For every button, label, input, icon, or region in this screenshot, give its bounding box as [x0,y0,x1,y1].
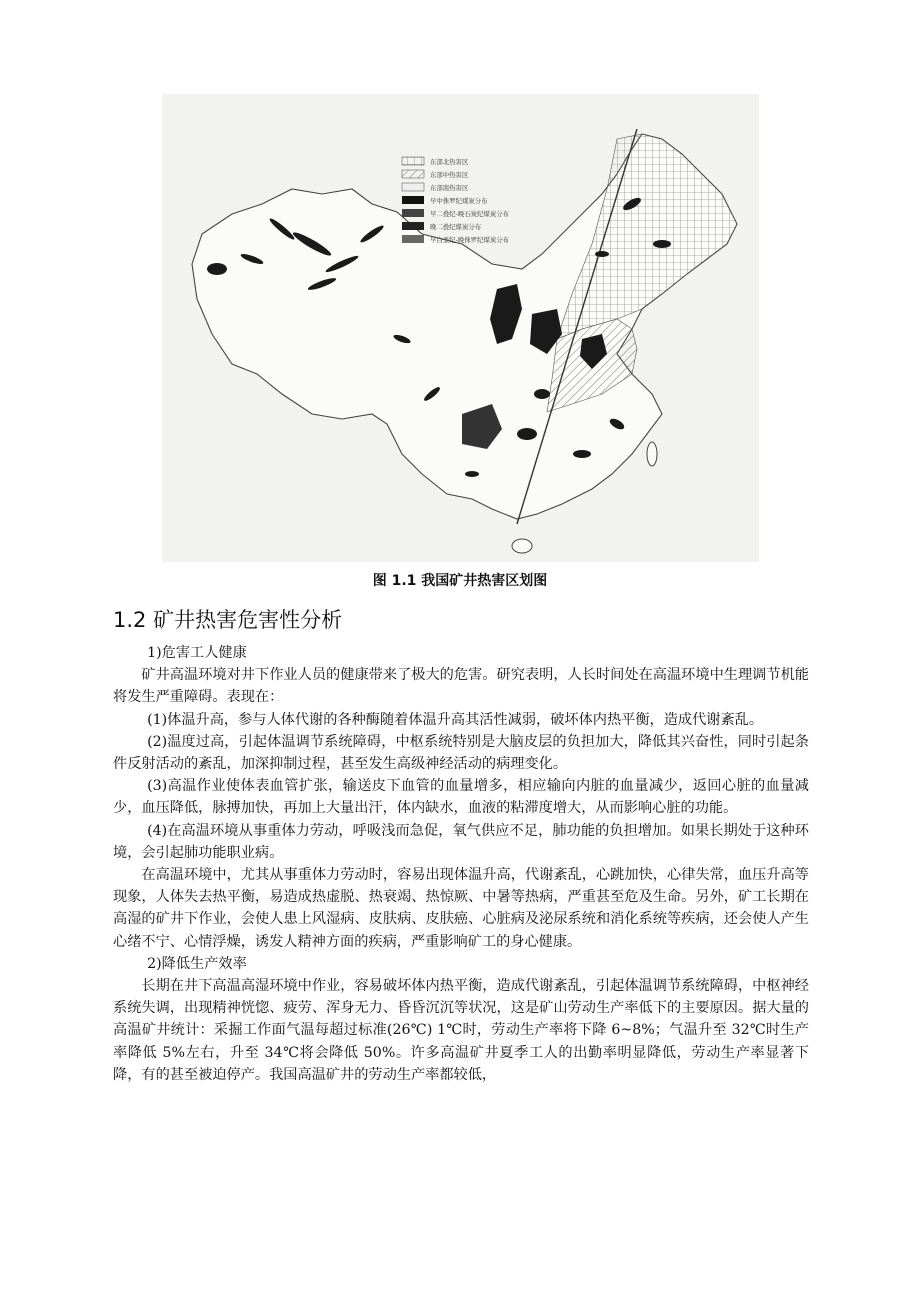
paragraph: (4)在高温环境从事重体力劳动，呼吸浅而急促，氧气供应不足，肺功能的负担增加。如果长期处于这种环境，会引起肺功能职业病。 [113,822,809,861]
legend-item: 东部中热害区 [430,171,469,179]
legend-item: 东部北热害区 [430,158,469,166]
body-text [113,642,809,1086]
paragraph: 矿井高温环境对井下作业人员的健康带来了极大的危害。研究表明，人长时间处在高温环境中生理调节机能将发生严重障碍。表现在： [113,667,809,706]
figure-caption: 图 1.1 我国矿井热害区划图 [372,573,548,589]
legend-item: 东部南热害区 [430,184,469,192]
paragraph: 在高温环境中，尤其从事重体力劳动时，容易出现体温升高，代谢紊乱，心跳加快，心律失常，血压升高等现象，人体失去热平衡，易造成热虚脱、热衰竭、热惊厥、中暑等热病，严重甚至危及生命。另外，矿工长期在高湿的矿井下作业，会使人患上风湿病、皮肤病、皮肤癌、心脏病及泌尿系统和消化系统等疾病，还会使人产生心绪不宁、心情浮燥，诱发人精神方面的疾病，严重影响矿工的身心健康。 [113,867,809,950]
china-map [162,94,759,562]
subsection-heading: 2)降低生产效率 [147,955,247,972]
legend-item: 晚二叠纪煤炭分布 [430,223,482,231]
paragraph: (2)温度过高，引起体温调节系统障碍，中枢系统特别是大脑皮层的负担加大，降低其兴奋性，同时引起条件反射活动的紊乱，加深抑制过程，甚至发生高级神经活动的病理变化。 [113,733,809,773]
paragraph: (1)体温升高，参与人体代谢的各种酶随着体温升高其活性减弱，破坏体内热平衡，造成代谢紊乱。 [147,711,764,728]
subsection-heading: 1)危害工人健康 [147,645,247,661]
taiwan-island [647,442,657,466]
legend-item: 早中侏罗纪煤炭分布 [430,197,488,205]
paragraph: (3)高温作业使体表血管扩张，输送皮下血管的血量增多，相应输向内脏的血量减少，返回心脏的血量减少，血压降低，脉搏加快，再加上大量出汗，体内缺水，血液的粘滞度增大，从而影响心脏的功能。 [113,778,809,817]
paragraph: 长期在井下高温高湿环境中作业，容易破坏体内热平衡，造成代谢紊乱，引起体温调节系统障碍，中枢神经系统失调，出现精神恍惚、疲劳、浑身无力、昏昏沉沉等状况，这是矿山劳动生产率低下的主要原因。据大量的高温矿井统计：采掘工作面气温每超过标准(26℃) 1℃时，劳动生产率将下降 6~8%；气温升至 32℃时生产率降低 5%左右，升至 34℃将会降低 50%。许多高温矿井夏季工人的出勤率明显降低，劳动生产率显著下降，有的甚至被迫停产。我国高温矿井的劳动生产率都较低， [113,978,809,1083]
legend-item: 早二叠纪-晚石炭纪煤炭分布 [430,210,509,218]
legend-item: 早白垩纪-晚侏罗纪煤炭分布 [430,236,509,244]
heat-zone-map-figure [162,94,759,562]
section-title: 1.2 矿井热害危害性分析 [113,608,343,632]
hainan-island [512,539,532,553]
